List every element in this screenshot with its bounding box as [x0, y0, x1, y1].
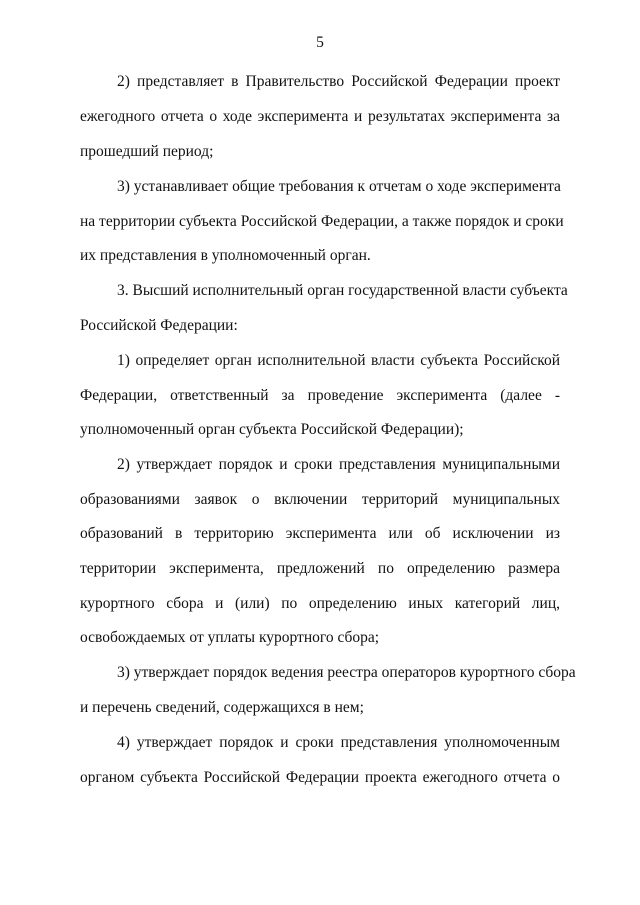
text-line: ежегодного отчета о ходе эксперимента и результатах эксперимента за: [80, 108, 560, 125]
text-line: образований в территорию эксперимента или об исключении из: [80, 525, 560, 542]
text-line: на территории субъекта Российской Федерации, а также порядок и сроки: [80, 213, 564, 230]
text-line: 4) утверждает порядок и сроки представления уполномоченным: [117, 734, 560, 751]
text-line: их представления в уполномоченный орган.: [80, 247, 371, 264]
text-line: 3) утверждает порядок ведения реестра операторов курортного сбора: [117, 664, 576, 681]
text-line: органом субъекта Российской Федерации проекта ежегодного отчета о: [80, 769, 560, 786]
text-line: территории эксперимента, предложений по определению размера: [80, 560, 560, 577]
text-line: 2) утверждает порядок и сроки представления муниципальными: [117, 456, 560, 473]
text-line: 1) определяет орган исполнительной власти субъекта Российской: [117, 352, 560, 369]
text-line: курортного сбора и (или) по определению иных категорий лиц,: [80, 595, 560, 612]
text-line: Федерации, ответственный за проведение эксперимента (далее -: [80, 387, 560, 404]
text-line: образованиями заявок о включении территорий муниципальных: [80, 491, 560, 508]
text-line: уполномоченный орган субъекта Российской Федерации);: [80, 421, 464, 438]
text-line: прошедший период;: [80, 143, 214, 160]
text-line: Российской Федерации:: [80, 317, 238, 334]
text-line: и перечень сведений, содержащихся в нем;: [80, 699, 364, 716]
text-line: 2) представляет в Правительство Российской Федерации проект: [117, 73, 560, 90]
page-number: 5: [316, 34, 324, 51]
text-line: освобождаемых от уплаты курортного сбора;: [80, 629, 380, 646]
text-line: 3) устанавливает общие требования к отчетам о ходе эксперимента: [117, 178, 561, 195]
text-line: 3. Высший исполнительный орган государственной власти субъекта: [117, 282, 568, 299]
